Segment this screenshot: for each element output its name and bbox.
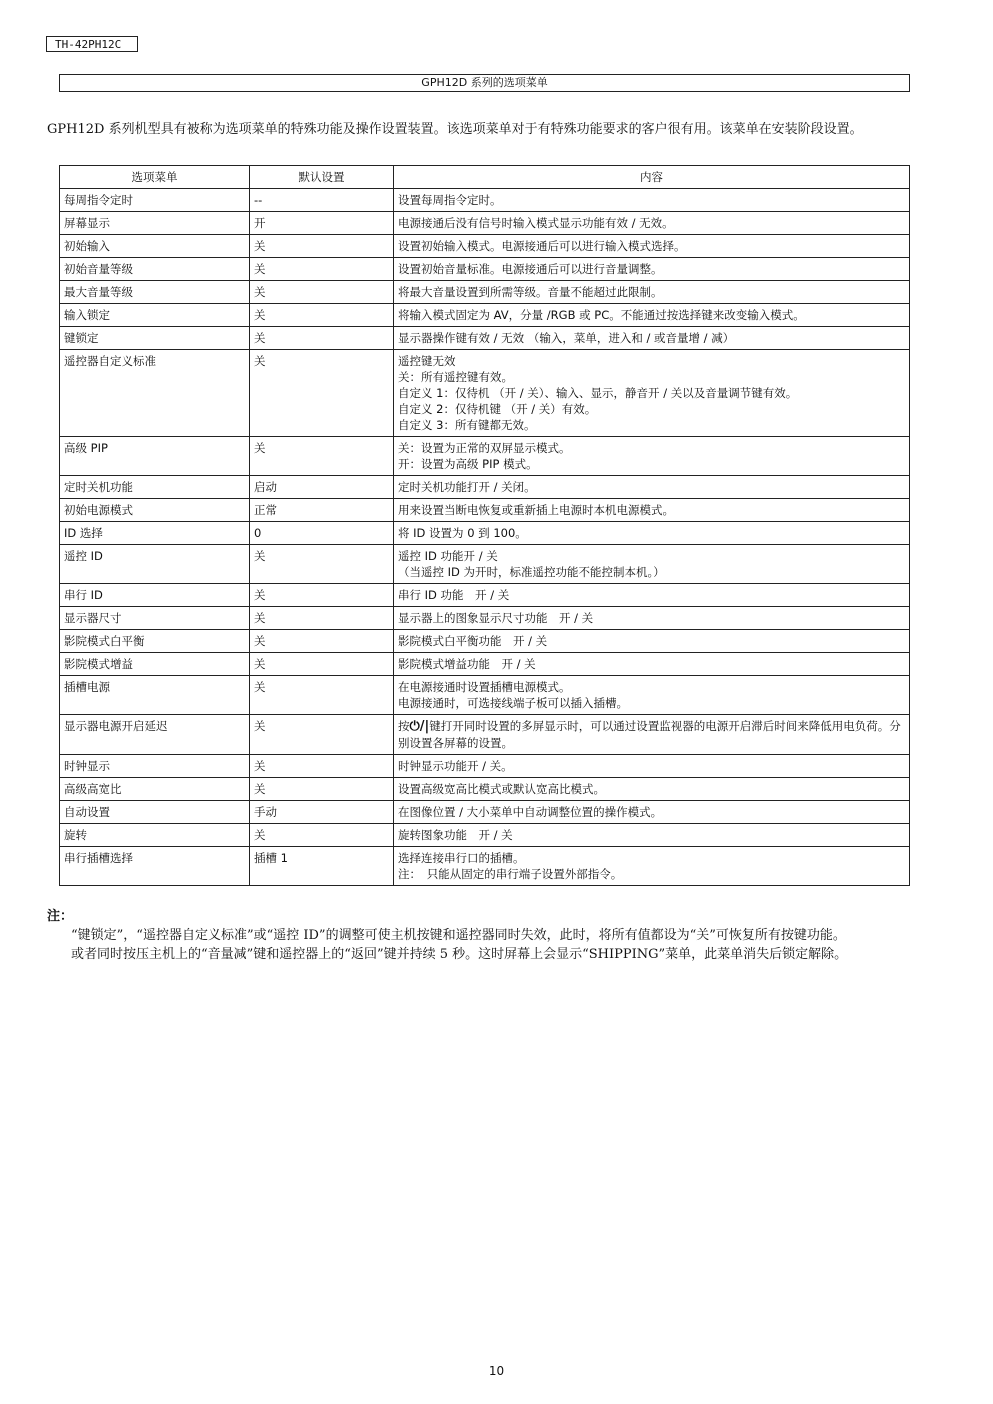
content-cell (394, 801, 910, 824)
content-prefix: 按 (398, 719, 410, 733)
content-line: 在图像位置 / 大小菜单中自动调整位置的操作模式。 (398, 805, 663, 819)
default-setting-cell: 正常 (250, 499, 394, 522)
content-line: 显示器上的图象显示尺寸功能 开 / 关 (398, 611, 594, 625)
content-line: 影院模式白平衡功能 开 / 关 (398, 634, 548, 648)
default-setting-cell: 关 (250, 676, 394, 715)
content-line: （当遥控 ID 为开时，标准遥控功能不能控制本机。） (398, 565, 665, 579)
content-line: 开：设置为高级 PIP 模式。 (398, 457, 538, 471)
table-row (60, 653, 910, 676)
table-row (60, 715, 910, 755)
table-row (60, 304, 910, 327)
content-line: 自定义 3：所有键都无效。 (398, 418, 536, 432)
default-setting-cell: 手动 (250, 801, 394, 824)
content-cell (394, 824, 910, 847)
default-setting-cell: 关 (250, 258, 394, 281)
content-cell (394, 607, 910, 630)
content-line: 将 ID 设置为 0 到 100。 (398, 526, 527, 540)
default-setting-cell: 0 (250, 522, 394, 545)
option-name-cell: 遥控 ID (60, 545, 250, 584)
intro-paragraph: GPH12D 系列机型具有被称为选项菜单的特殊功能及操作设置装置。该选项菜单对于有特殊功能要求的客户很有用。该菜单在安装阶段设置。 (47, 122, 863, 137)
content-cell (394, 350, 910, 437)
notes-section (47, 907, 927, 964)
option-name-cell: 遥控器自定义标准 (60, 350, 250, 437)
table-row (60, 801, 910, 824)
content-cell (394, 304, 910, 327)
content-cell (394, 476, 910, 499)
default-setting-cell: 关 (250, 630, 394, 653)
power-icon: ⏻/| (409, 719, 430, 734)
option-name-cell: ID 选择 (60, 522, 250, 545)
content-cell (394, 755, 910, 778)
content-line: 选择连接串行口的插槽。 (398, 851, 525, 865)
content-cell (394, 676, 910, 715)
default-setting-cell: 关 (250, 824, 394, 847)
content-line: 定时关机功能打开 / 关闭。 (398, 480, 536, 494)
content-cell (394, 437, 910, 476)
content-cell (394, 235, 910, 258)
option-name-cell: 影院模式白平衡 (60, 630, 250, 653)
content-line: 电源接通后没有信号时输入模式显示功能有效 / 无效。 (398, 216, 674, 230)
default-setting-cell: 关 (250, 327, 394, 350)
content-line: 设置高级宽高比模式或默认宽高比模式。 (398, 782, 605, 796)
table-row (60, 630, 910, 653)
content-cell (394, 545, 910, 584)
default-setting-cell: 关 (250, 607, 394, 630)
default-setting-cell: 关 (250, 584, 394, 607)
content-line: 遥控 ID 功能开 / 关 (398, 549, 498, 563)
option-name-cell: 自动设置 (60, 801, 250, 824)
option-menu-table (59, 165, 910, 886)
option-name-cell: 初始音量等级 (60, 258, 250, 281)
content-line: 关：设置为正常的双屏显示模式。 (398, 441, 571, 455)
table-row (60, 676, 910, 715)
default-setting-cell: 开 (250, 212, 394, 235)
table-row (60, 499, 910, 522)
content-cell (394, 327, 910, 350)
content-line: 电源接通时，可选接线端子板可以插入插槽。 (398, 696, 628, 710)
content-line: 在电源接通时设置插槽电源模式。 (398, 680, 571, 694)
default-setting-cell: 启动 (250, 476, 394, 499)
header-option-menu: 选项菜单 (60, 166, 250, 189)
option-name-cell: 插槽电源 (60, 676, 250, 715)
option-name-cell: 时钟显示 (60, 755, 250, 778)
default-setting-cell: -- (250, 189, 394, 212)
content-text: 键打开同时设置的多屏显示时，可以通过设置监视器的电源开启滞后时间来降低用电负荷。分别设置各屏幕的设置。 (398, 719, 901, 750)
option-name-cell: 旋转 (60, 824, 250, 847)
default-setting-cell: 关 (250, 350, 394, 437)
table-row (60, 437, 910, 476)
table-row (60, 847, 910, 886)
content-line (398, 718, 905, 751)
option-name-cell: 高级高宽比 (60, 778, 250, 801)
table-row (60, 350, 910, 437)
content-line: 用来设置当断电恢复或重新插上电源时本机电源模式。 (398, 503, 674, 517)
content-line: 设置初始音量标准。电源接通后可以进行音量调整。 (398, 262, 663, 276)
page-title: GPH12D 系列的选项菜单 (59, 74, 910, 92)
content-cell (394, 630, 910, 653)
content-line: 旋转图象功能 开 / 关 (398, 828, 513, 842)
content-cell (394, 715, 910, 755)
notes-label: 注： (47, 909, 74, 924)
content-line: 串行 ID 功能 开 / 关 (398, 588, 510, 602)
content-line: 将输入模式固定为 AV，分量 /RGB 或 PC。不能通过按选择键来改变输入模式。 (398, 308, 805, 322)
content-cell (394, 281, 910, 304)
content-line: 自定义 1：仅待机 （开 / 关）、输入、显示，静音开 / 关以及音量调节键有效。 (398, 386, 798, 400)
content-line: 设置每周指令定时。 (398, 193, 502, 207)
default-setting-cell: 插槽 1 (250, 847, 394, 886)
default-setting-cell: 关 (250, 715, 394, 755)
content-cell (394, 189, 910, 212)
table-row (60, 258, 910, 281)
content-line: 设置初始输入模式。电源接通后可以进行输入模式选择。 (398, 239, 686, 253)
default-setting-cell: 关 (250, 653, 394, 676)
default-setting-cell: 关 (250, 281, 394, 304)
content-line: 将最大音量设置到所需等级。音量不能超过此限制。 (398, 285, 663, 299)
option-name-cell: 初始输入 (60, 235, 250, 258)
default-setting-cell: 关 (250, 437, 394, 476)
table-row (60, 607, 910, 630)
option-name-cell: 显示器电源开启延迟 (60, 715, 250, 755)
option-name-cell: 串行 ID (60, 584, 250, 607)
content-line: 时钟显示功能开 / 关。 (398, 759, 513, 773)
default-setting-cell: 关 (250, 545, 394, 584)
content-line: 关：所有遥控键有效。 (398, 370, 513, 384)
default-setting-cell: 关 (250, 235, 394, 258)
option-name-cell: 影院模式增益 (60, 653, 250, 676)
content-line: 遥控键无效 (398, 354, 456, 368)
page-number: 10 (488, 1364, 505, 1378)
table-row (60, 212, 910, 235)
note-paragraph-1: “键锁定”，“遥控器自定义标准”或“遥控 ID”的调整可使主机按键和遥控器同时失效，此时，将所有值都设为“关”可恢复所有按键功能。 (71, 928, 846, 943)
content-line: 显示器操作键有效 / 无效 （输入，菜单，进入和 / 或音量增 / 减） (398, 331, 735, 345)
table-row (60, 584, 910, 607)
header-default-setting: 默认设置 (250, 166, 394, 189)
table-row (60, 824, 910, 847)
option-name-cell: 输入锁定 (60, 304, 250, 327)
option-name-cell: 串行插槽选择 (60, 847, 250, 886)
model-label: TH-42PH12C (46, 36, 138, 52)
table-row (60, 755, 910, 778)
content-line: 自定义 2：仅待机键 （开 / 关）有效。 (398, 402, 597, 416)
option-name-cell: 定时关机功能 (60, 476, 250, 499)
content-cell (394, 653, 910, 676)
table-row (60, 327, 910, 350)
default-setting-cell: 关 (250, 755, 394, 778)
table-row (60, 522, 910, 545)
option-name-cell: 初始电源模式 (60, 499, 250, 522)
content-cell (394, 258, 910, 281)
content-cell (394, 584, 910, 607)
table-row (60, 235, 910, 258)
table-row (60, 545, 910, 584)
table-row (60, 189, 910, 212)
option-name-cell: 最大音量等级 (60, 281, 250, 304)
table-row (60, 281, 910, 304)
table-row (60, 476, 910, 499)
table-body (60, 189, 910, 886)
default-setting-cell: 关 (250, 778, 394, 801)
content-cell (394, 212, 910, 235)
content-cell (394, 499, 910, 522)
option-name-cell: 高级 PIP (60, 437, 250, 476)
table-header-row (60, 166, 910, 189)
option-name-cell: 显示器尺寸 (60, 607, 250, 630)
content-cell (394, 522, 910, 545)
note-paragraph-2: 或者同时按压主机上的“音量减”键和遥控器上的“返回”键并持续 5 秒。这时屏幕上会显示“SHIPPING”菜单，此菜单消失后锁定解除。 (71, 947, 848, 962)
option-name-cell: 每周指令定时 (60, 189, 250, 212)
default-setting-cell: 关 (250, 304, 394, 327)
content-cell (394, 847, 910, 886)
option-name-cell: 键锁定 (60, 327, 250, 350)
content-cell (394, 778, 910, 801)
content-line: 注： 只能从固定的串行端子设置外部指令。 (398, 867, 623, 881)
option-name-cell: 屏幕显示 (60, 212, 250, 235)
table-row (60, 778, 910, 801)
header-content: 内容 (394, 166, 910, 189)
content-line: 影院模式增益功能 开 / 关 (398, 657, 536, 671)
